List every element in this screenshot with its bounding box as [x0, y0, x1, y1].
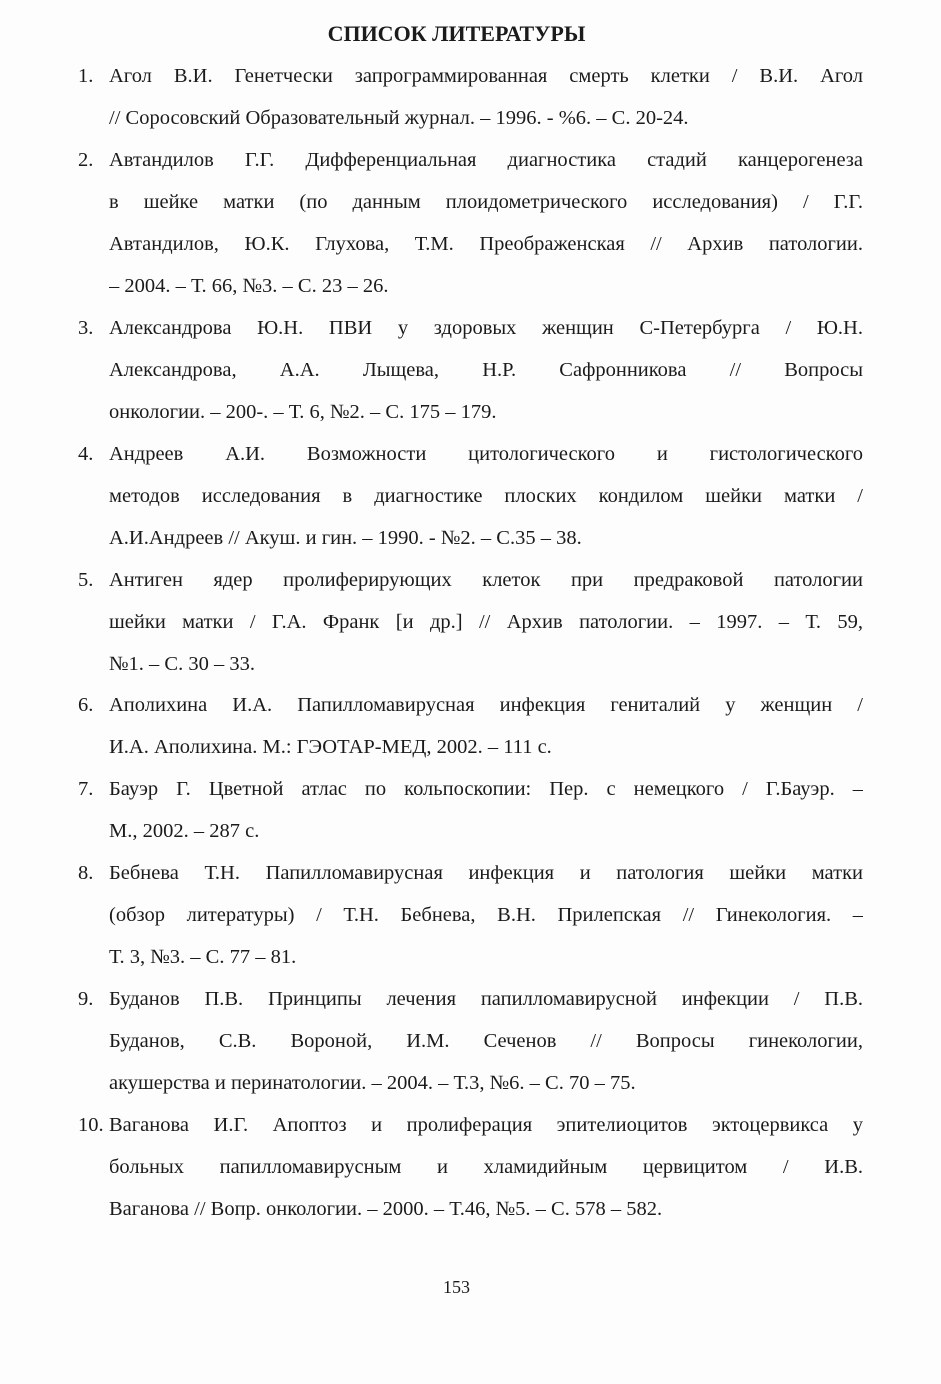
reference-line: №1. – С. 30 – 33.	[109, 653, 255, 675]
reference-item	[78, 140, 863, 308]
reference-line: Ваганова // Вопр. онкологии. – 2000. – Т.46, №5. – С. 578 – 582.	[109, 1198, 663, 1220]
reference-line: в шейке матки (по данным плоидометрического исследования) / Г.Г.	[109, 191, 863, 213]
reference-line: Бауэр Г. Цветной атлас по кольпоскопии: Пер. с немецкого / Г.Бауэр. –	[109, 778, 863, 800]
reference-line: Т. 3, №3. – С. 77 – 81.	[109, 946, 297, 968]
reference-line: методов исследования в диагностике плоских кондилом шейки матки /	[109, 485, 863, 507]
reference-line: Антиген ядер пролиферирующих клеток при предраковой патологии	[109, 569, 863, 591]
reference-line: Автандилов Г.Г. Дифференциальная диагностика стадий канцерогенеза	[109, 149, 863, 171]
reference-number: 3.	[78, 317, 94, 339]
reference-number: 9.	[78, 988, 94, 1010]
page-title: СПИСОК ЛИТЕРАТУРЫ	[327, 21, 586, 46]
reference-item	[78, 434, 863, 560]
reference-line: Александрова, А.А. Лыщева, Н.Р. Сафронникова // Вопросы	[109, 359, 863, 381]
reference-number: 6.	[78, 694, 94, 716]
reference-line: Андреев А.И. Возможности цитологического и гистологического	[109, 443, 863, 465]
reference-number: 2.	[78, 149, 94, 171]
reference-number: 10.	[78, 1114, 104, 1136]
reference-line: М., 2002. – 287 с.	[109, 820, 260, 842]
reference-line: Буданов, С.В. Вороной, И.М. Сеченов // Вопросы гинекологии,	[109, 1030, 863, 1052]
reference-item	[78, 308, 863, 434]
reference-line: Ваганова И.Г. Апоптоз и пролиферация эпителиоцитов эктоцервикса у	[109, 1114, 863, 1136]
reference-line: И.А. Аполихина. М.: ГЭОТАР-МЕД, 2002. – 111 с.	[109, 736, 552, 758]
reference-item	[78, 56, 863, 140]
reference-line: (обзор литературы) / Т.Н. Бебнева, В.Н. Прилепская // Гинекология. –	[109, 904, 863, 926]
reference-number: 4.	[78, 443, 94, 465]
reference-item	[78, 1105, 863, 1231]
page-number: 153	[443, 1277, 470, 1297]
reference-item	[78, 979, 863, 1105]
reference-line: Автандилов, Ю.К. Глухова, Т.М. Преображенская // Архив патологии.	[109, 233, 863, 255]
reference-line: А.И.Андреев // Акуш. и гин. – 1990. - №2. – С.35 – 38.	[109, 527, 582, 549]
reference-line: онкологии. – 200-. – Т. 6, №2. – С. 175 – 179.	[109, 401, 497, 423]
reference-line: – 2004. – Т. 66, №3. – С. 23 – 26.	[109, 275, 389, 297]
reference-line: Бебнева Т.Н. Папилломавирусная инфекция и патология шейки матки	[109, 862, 863, 884]
reference-line: Александрова Ю.Н. ПВИ у здоровых женщин С-Петербурга / Ю.Н.	[109, 317, 863, 339]
reference-line: больных папилломавирусным и хламидийным цервицитом / И.В.	[109, 1156, 863, 1178]
reference-line: Агол В.И. Генетчески запрограммированная смерть клетки / В.И. Агол	[109, 65, 863, 87]
reference-line: акушерства и перинатологии. – 2004. – Т.3, №6. – С. 70 – 75.	[109, 1072, 636, 1094]
reference-number: 5.	[78, 569, 94, 591]
reference-line: Буданов П.В. Принципы лечения папилломавирусной инфекции / П.В.	[109, 988, 863, 1010]
reference-line: Аполихина И.А. Папилломавирусная инфекция гениталий у женщин /	[109, 694, 863, 716]
reference-line: // Соросовский Образовательный журнал. – 1996. - %6. – С. 20-24.	[109, 107, 689, 129]
reference-number: 7.	[78, 778, 94, 800]
reference-number: 1.	[78, 65, 94, 87]
reference-number: 8.	[78, 862, 94, 884]
reference-item	[78, 769, 863, 853]
reference-item	[78, 560, 863, 686]
reference-item	[78, 853, 863, 979]
reference-line: шейки матки / Г.А. Франк [и др.] // Архив патологии. – 1997. – Т. 59,	[109, 611, 863, 633]
reference-item	[78, 685, 863, 769]
